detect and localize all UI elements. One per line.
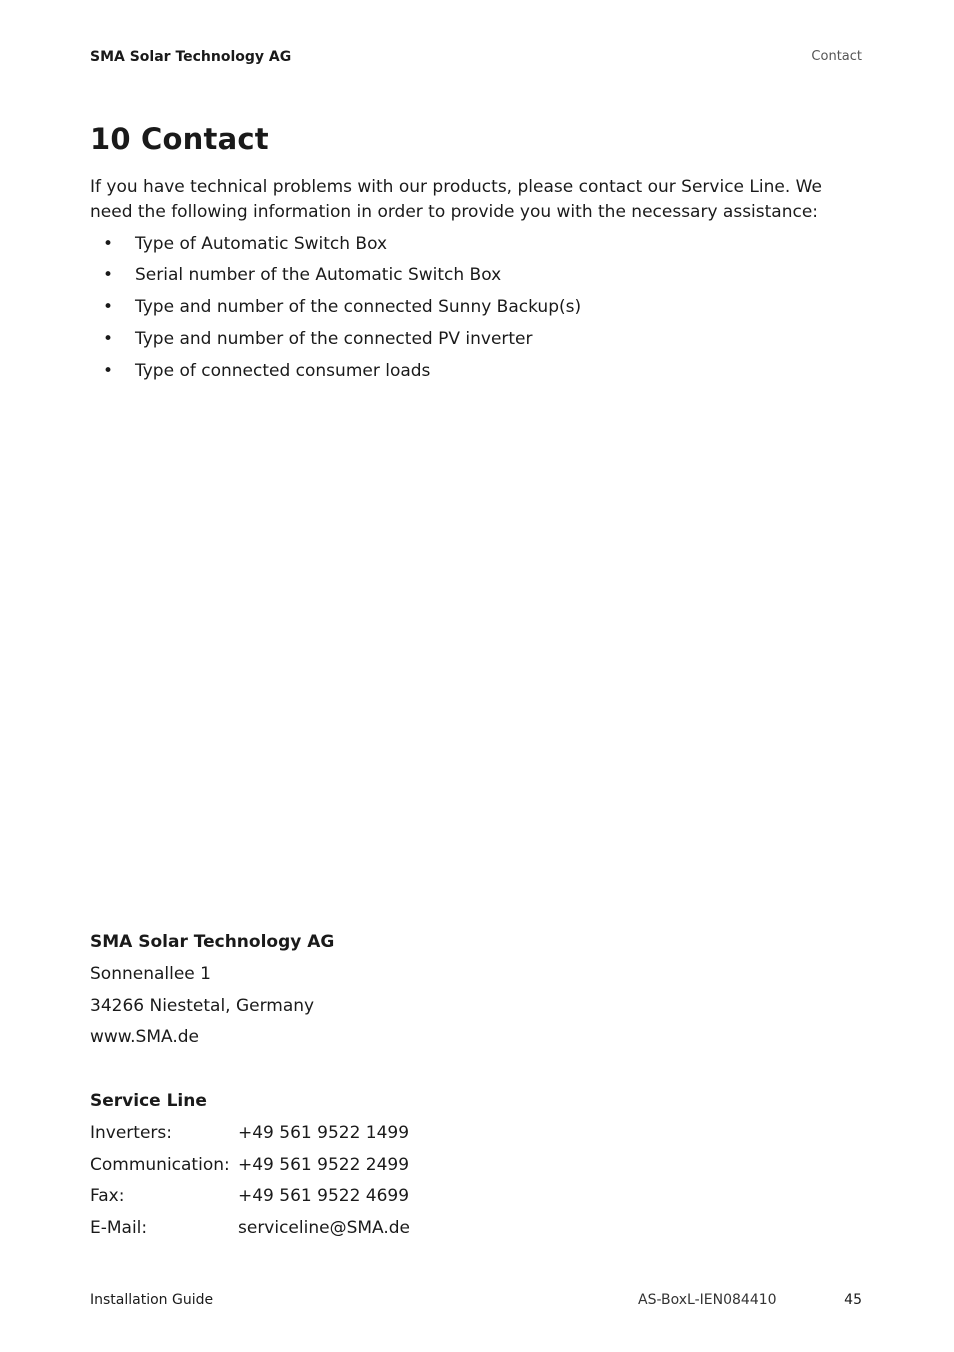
footer-doc-type: Installation Guide [90, 1292, 214, 1308]
service-fax: +49 561 9522 4699 [238, 1186, 410, 1206]
service-label: Communication: [90, 1155, 230, 1175]
company-name: SMA Solar Technology AG [90, 932, 335, 952]
bullet-icon: • [103, 234, 114, 254]
company-street: Sonnenallee 1 [90, 964, 211, 984]
service-label: E-Mail: [90, 1218, 148, 1238]
list-item-text: Type and number of the connected PV inverter [135, 329, 533, 349]
service-email-link[interactable]: serviceline@SMA.de [238, 1218, 411, 1238]
page-title: 10 Contact [90, 122, 269, 156]
company-city: 34266 Niestetal, Germany [90, 996, 315, 1016]
service-label: Inverters: [90, 1123, 172, 1143]
intro-paragraph: If you have technical problems with our products, please contact our Service Line. We need the following information in order to provide you with the necessary assistance: [90, 177, 822, 222]
header-section: Contact [811, 49, 862, 64]
service-line-title: Service Line [90, 1091, 207, 1111]
bullet-icon: • [103, 297, 114, 317]
bullet-icon: • [103, 265, 114, 285]
list-item-text: Type of Automatic Switch Box [135, 234, 388, 254]
header-company: SMA Solar Technology AG [90, 49, 292, 65]
footer-page-number: 45 [844, 1292, 862, 1308]
company-website-link[interactable]: www.SMA.de [90, 1027, 199, 1047]
footer-doc-code: AS-BoxL-IEN084410 [638, 1292, 777, 1308]
list-item-text: Type and number of the connected Sunny Backup(s) [135, 297, 582, 317]
service-label: Fax: [90, 1186, 125, 1206]
list-item-text: Type of connected consumer loads [135, 361, 431, 381]
bullet-icon: • [103, 361, 114, 381]
list-item-text: Serial number of the Automatic Switch Box [135, 265, 502, 285]
service-phone: +49 561 9522 1499 [238, 1123, 410, 1143]
bullet-icon: • [103, 329, 114, 349]
service-phone: +49 561 9522 2499 [238, 1155, 410, 1175]
